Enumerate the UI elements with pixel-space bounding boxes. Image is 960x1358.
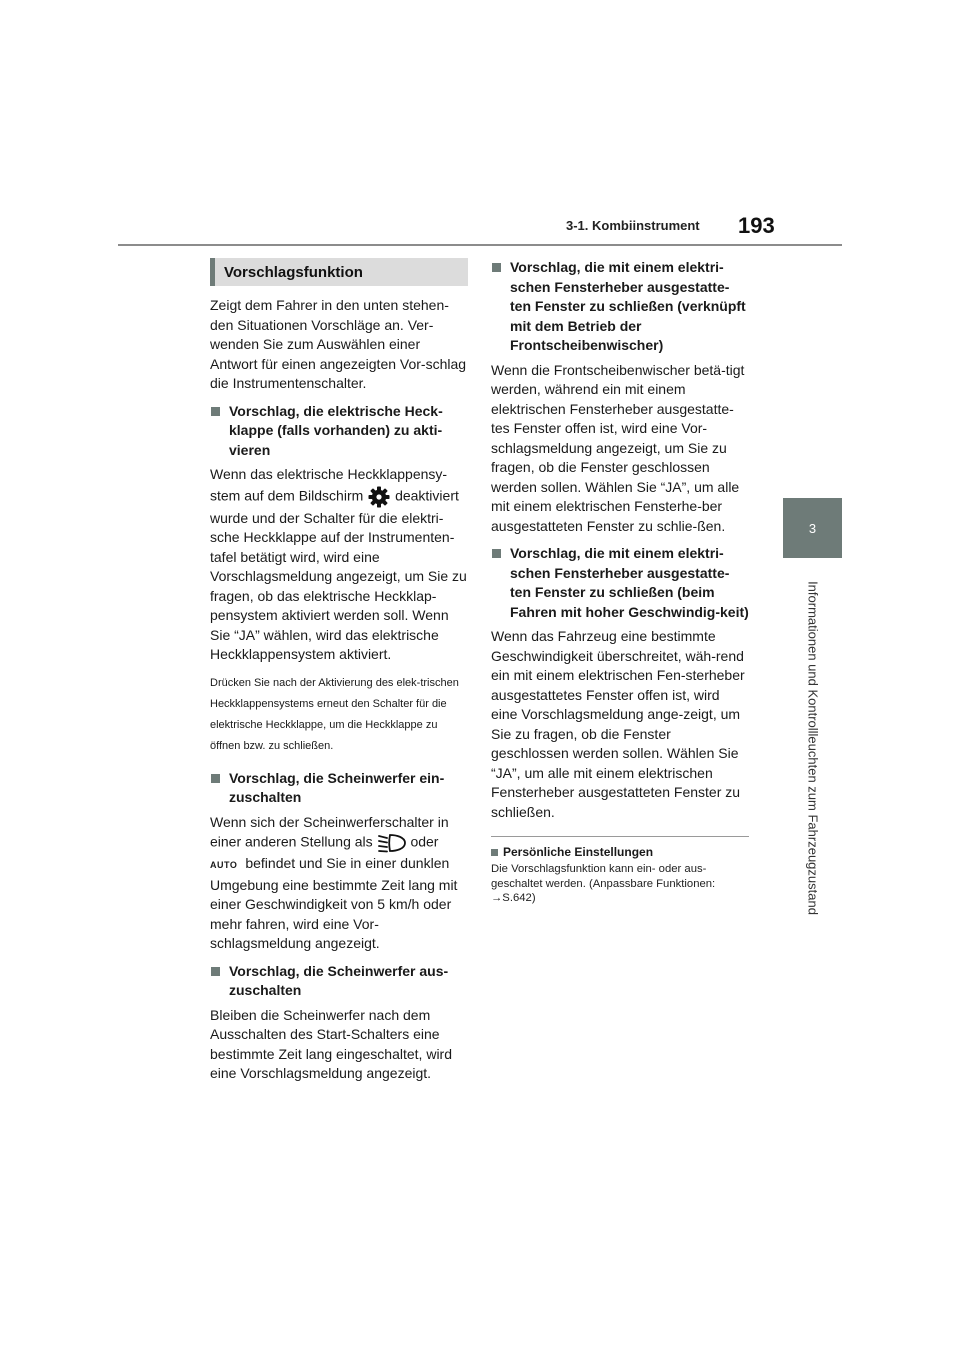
section-title: Vorschlagsfunktion: [210, 258, 468, 286]
chapter-tab: 3: [783, 498, 842, 558]
header-section: 3-1. Kombiinstrument: [566, 218, 700, 233]
square-bullet-icon: [491, 849, 498, 856]
header-rule: [118, 244, 842, 246]
square-bullet-icon: [211, 774, 220, 783]
gear-icon: [367, 485, 391, 509]
tailgate-note: Drücken Sie nach der Aktivierung des elek-trischen Heckklappensystems erneut den Schalter für die elektrische Heckklappe, um die Heckklappe zu öffnen bzw. zu schließen.: [210, 676, 459, 752]
auto-position-label: AUTO: [210, 860, 238, 870]
square-bullet-icon: [211, 407, 220, 416]
subheading-tailgate: Vorschlag, die elektrische Heck-klappe (falls vorhanden) zu akti-vieren: [210, 402, 468, 461]
note-rule: [491, 836, 749, 837]
square-bullet-icon: [492, 263, 501, 272]
subheading-windows-speed: Vorschlag, die mit einem elektri-schen Fensterheber ausgestatte-ten Fenster zu schließen (beim Fahren mit hoher Geschwindig-keit): [491, 544, 749, 622]
page-number: 193: [738, 213, 775, 238]
square-bullet-icon: [492, 549, 501, 558]
chapter-title-text: Informationen und Kontrollleuchten zum Fahrzeugzustand: [805, 581, 821, 915]
subheading-headlights-off: Vorschlag, die Scheinwerfer aus-zuschalten: [210, 962, 468, 1001]
right-column: [491, 258, 749, 906]
windows-wiper-paragraph: Wenn die Frontscheibenwischer betä-tigt werden, während ein mit einem elektrischen Fensterheber ausgestatte-tes Fenster offen ist, wird eine Vor-schlagsmeldung angezeigt, um Sie zu fragen, ob die Fenster geschlossen werden sollen. Wählen Sie “JA”, um alle mit einem elektrischen Fensterhe-ber ausgestatteten Fenster zu schlie-ßen.: [491, 361, 745, 534]
left-column: [210, 258, 468, 1092]
note-text: Die Vorschlagsfunktion kann ein- oder aus-geschaltet werden. (Anpassbare Funktionen: →S.642): [491, 863, 716, 904]
tailgate-paragraph: Wenn das elektrische Heckklappensy-stem auf dem Bildschirm deaktiviert wurde und der Schalter für die elektri-sche Heckklappe auf der Instrumenten-tafel betätigt wird, wird eine Vorschlagsmeldung angezeigt, um Sie zu fragen, ob das elektrische Heckklap-pensystem aktiviert werden soll. Wenn Sie “JA” wählen, wird das elektrische Heckklappensystem aktiviert.: [210, 466, 467, 662]
note-title: Persönliche Einstellungen: [491, 845, 749, 859]
chapter-title: [785, 568, 841, 928]
headlights-off-paragraph: Bleiben die Scheinwerfer nach dem Ausschalten des Start-Schalters eine bestimmte Zeit lang eingeschaltet, wird eine Vorschlagsmeldung angezeigt.: [210, 1006, 452, 1081]
subheading-windows-wiper: Vorschlag, die mit einem elektri-schen Fensterheber ausgestatte-ten Fenster zu schließen (verknüpft mit dem Betrieb der Frontscheibenwischer): [491, 258, 749, 356]
subheading-headlights-on: Vorschlag, die Scheinwerfer ein-zuschalten: [210, 769, 468, 808]
square-bullet-icon: [211, 967, 220, 976]
windows-speed-paragraph: Wenn das Fahrzeug eine bestimmte Geschwindigkeit überschreitet, wäh-rend ein mit einem elektrischen Fen-sterheber ausgestattetes Fenster offen ist, wird eine Vorschlagsmeldung ange-zeigt, um Sie zu fragen, ob die Fenster geschlossen werden sollen. Wählen Sie “JA”, um alle mit einem elektrischen Fensterheber ausgestatteten Fenster zu schließen.: [491, 628, 745, 820]
headlights-on-paragraph: Wenn sich der Scheinwerferschalter in einer anderen Stellung als oder AUTO befindet und Sie in einer dunklen Umgebung eine bestimmte Zeit lang mit einer Geschwindigkeit von 5 km/h oder mehr fahren, wird eine Vor-schlagsmeldung angezeigt.: [210, 813, 458, 951]
intro-paragraph: Zeigt dem Fahrer in den unten stehen-den Situationen Vorschläge an. Ver-wenden Sie zum Auswählen einer Antwort für einen angezeigten Vor-schlag die Instrumentenschalter.: [210, 297, 467, 391]
headlight-low-beam-icon: [377, 832, 407, 854]
